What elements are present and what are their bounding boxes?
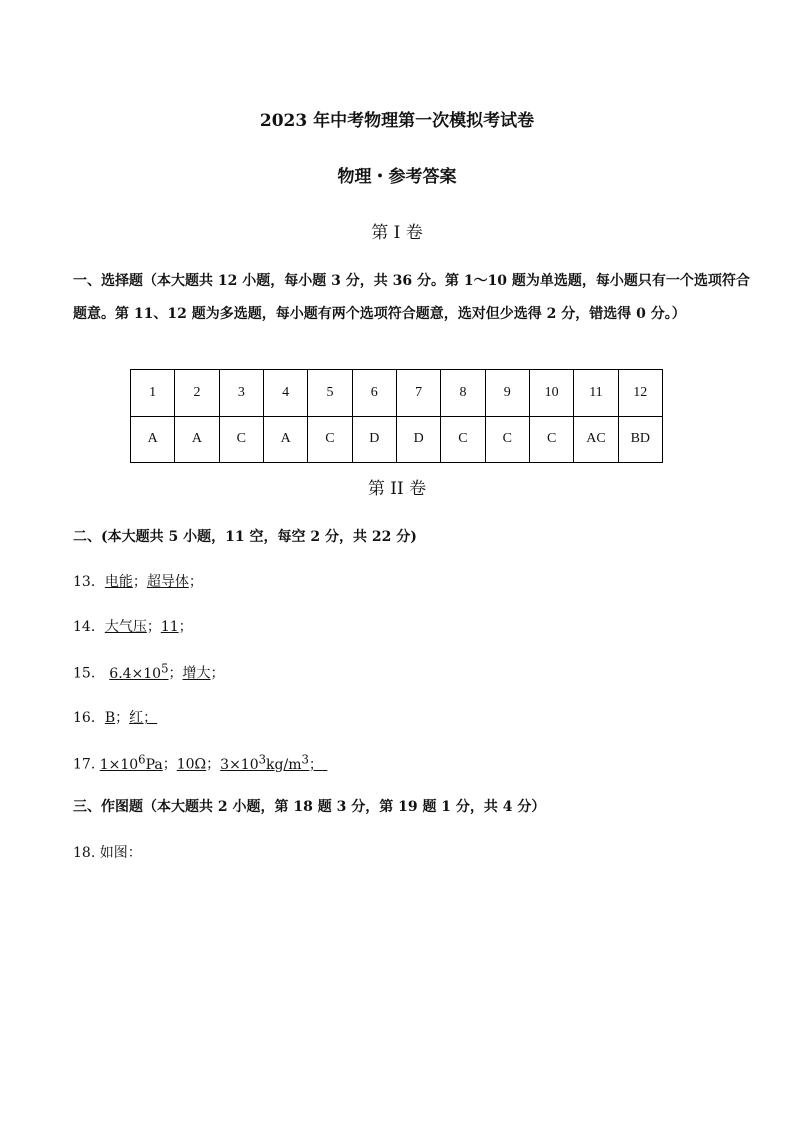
volume-1-label: 第 I 卷: [371, 223, 423, 243]
page-subtitle: 物理・参考答案: [337, 167, 457, 187]
separator: ；: [146, 619, 161, 635]
answer-row: [131, 416, 663, 463]
answer-cell: C: [219, 416, 263, 463]
answer-13: [73, 571, 203, 591]
answer-cell: D: [396, 416, 440, 463]
answer-16: [73, 707, 157, 727]
unit: kg/m: [266, 756, 302, 773]
question-number-cell: 11: [574, 370, 618, 417]
answer-blank: B: [104, 710, 116, 726]
question-number: 16．: [73, 710, 105, 726]
separator: ；: [178, 619, 193, 635]
answer-table: [130, 369, 663, 463]
answer-text: 3×10: [220, 756, 259, 773]
answer-cell: A: [131, 416, 175, 463]
question-number-cell: 12: [618, 370, 662, 417]
question-number-cell: 2: [175, 370, 219, 417]
answer-blank: 超导体: [146, 574, 189, 590]
separator: ；: [188, 574, 203, 590]
answer-blank: 红；: [129, 710, 158, 726]
question-number: 18.: [73, 845, 96, 861]
question-number-cell: 5: [308, 370, 352, 417]
answer-14: [73, 616, 193, 636]
separator: ；: [168, 665, 183, 682]
exponent: 3: [301, 752, 309, 766]
answer-blank: 11: [160, 619, 179, 635]
question-number-cell: 6: [352, 370, 396, 417]
answer-cell: C: [485, 416, 529, 463]
exponent: 5: [161, 661, 169, 675]
answer-cell: AC: [574, 416, 618, 463]
unit: Pa: [145, 756, 163, 773]
answer-blank: 增大: [182, 665, 211, 682]
question-number-row: [131, 370, 663, 417]
answer-cell: D: [352, 416, 396, 463]
answer-text: 1×10: [99, 756, 139, 773]
answer-cell: C: [308, 416, 352, 463]
answer-cell: BD: [618, 416, 662, 463]
answer-18: [73, 842, 142, 862]
question-number: 13．: [73, 574, 105, 590]
question-number-cell: 1: [131, 370, 175, 417]
question-number-cell: 10: [529, 370, 573, 417]
separator: ；: [162, 756, 177, 773]
question-number: 15．: [73, 665, 105, 682]
section-3-heading: 三、作图题（本大题共 2 小题，第 18 题 3 分，第 19 题 1 分，共 4 分）: [73, 799, 546, 815]
answer-17: [73, 752, 327, 774]
volume-2-label: 第 II 卷: [367, 479, 427, 499]
answer-text: 6.4×10: [109, 665, 162, 682]
section-2-heading: 二、(本大题共 5 小题，11 空，每空 2 分，共 22 分): [73, 529, 417, 545]
answer-cell: A: [175, 416, 219, 463]
answer-blank: 电能: [104, 574, 133, 590]
exponent: 3: [258, 752, 267, 766]
question-number: 17.: [73, 756, 96, 773]
separator: ；: [210, 665, 225, 682]
question-number-cell: 9: [485, 370, 529, 417]
section-1-heading-line2: 题意。第 11、12 题为多选题，每小题有两个选项符合题意，选对但少选得 2 分，错选得 0 分。）: [73, 306, 686, 322]
question-number-cell: 7: [396, 370, 440, 417]
answer-blank: 大气压: [104, 619, 147, 635]
answer-cell: C: [529, 416, 573, 463]
separator: ；: [308, 756, 323, 773]
question-number-cell: 8: [441, 370, 485, 417]
answer-text: 如图：: [99, 845, 142, 861]
page-title: 2023 年中考物理第一次模拟考试卷: [259, 111, 535, 131]
answer-15: [73, 661, 225, 683]
answer-blank: 10Ω: [176, 756, 207, 773]
answer-blank: [109, 661, 169, 682]
exponent: 6: [138, 752, 146, 766]
answer-cell: A: [263, 416, 307, 463]
question-number: 14．: [73, 619, 105, 635]
question-number-cell: 4: [263, 370, 307, 417]
answer-blank: [99, 752, 163, 773]
question-number-cell: 3: [219, 370, 263, 417]
separator: ；: [115, 710, 130, 726]
answer-blank: [220, 752, 327, 773]
separator: ；: [206, 756, 221, 773]
separator: ；: [132, 574, 147, 590]
section-1-heading-line1: 一、选择题（本大题共 12 小题，每小题 3 分，共 36 分。第 1～10 题为单选题，每小题只有一个选项符合: [73, 273, 750, 289]
answer-cell: C: [441, 416, 485, 463]
